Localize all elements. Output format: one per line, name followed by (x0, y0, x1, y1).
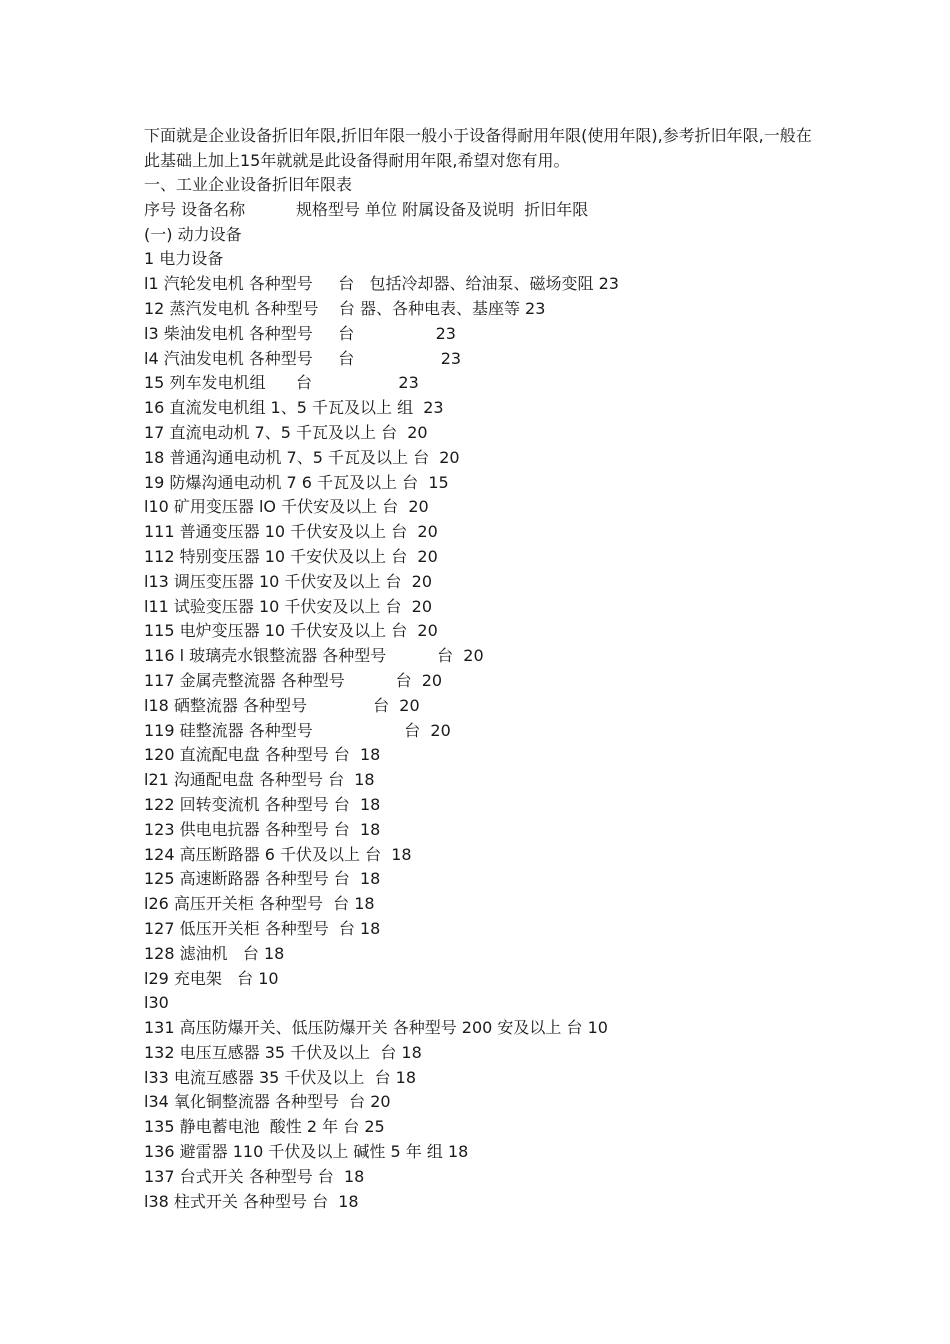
text-line: l33 电流互感器 35 千伏及以上 台 18 (144, 1067, 417, 1087)
text-line: 122 回转变流机 各种型号 台 18 (144, 794, 381, 814)
intro-paragraph: 下面就是企业设备折旧年限,折旧年限一般小于设备得耐用年限(使用年限),参考折旧年限,一般在此基础上加上15年就就是此设备得耐用年限,希望对您有用。 (144, 126, 812, 170)
text-line: 序号 设备名称 规格型号 单位 附属设备及说明 折旧年限 (144, 199, 589, 219)
text-line: (一) 动力设备 (144, 224, 242, 244)
text-line: 111 普通变压器 10 千伏安及以上 台 20 (144, 522, 438, 542)
text-line: l10 矿用变压器 lO 千伏安及以上 台 20 (144, 497, 429, 517)
text-line: 131 高压防爆开关、低压防爆开关 各种型号 200 安及以上 台 10 (144, 1018, 608, 1038)
text-line: 123 供电电抗器 各种型号 台 18 (144, 819, 381, 839)
text-line: l11 试验变压器 10 千伏安及以上 台 20 (144, 596, 433, 616)
text-line: 19 防爆沟通电动机 7 6 千瓦及以上 台 15 (144, 472, 449, 492)
text-line: 一、工业企业设备折旧年限表 (144, 175, 353, 194)
text-line: l38 柱式开关 各种型号 台 18 (144, 1191, 359, 1211)
text-line: 117 金属壳整流器 各种型号 台 20 (144, 670, 443, 690)
text-line: 132 电压互感器 35 千伏及以上 台 18 (144, 1042, 422, 1062)
text-line: l3 柴油发电机 各种型号 台 23 (144, 323, 456, 343)
text-line: 115 电炉变压器 10 千伏安及以上 台 20 (144, 621, 438, 641)
text-line: l13 调压变压器 10 千伏安及以上 台 20 (144, 571, 433, 591)
text-line: 125 高速断路器 各种型号 台 18 (144, 869, 381, 889)
text-line: l4 汽油发电机 各种型号 台 23 (144, 348, 462, 368)
text-line: 124 高压断路器 6 千伏及以上 台 18 (144, 844, 412, 864)
text-line: 15 列车发电机组 台 23 (144, 373, 419, 393)
text-line: 137 台式开关 各种型号 台 18 (144, 1166, 365, 1186)
depreciation-table-lines (144, 173, 824, 1214)
text-line: 16 直流发电机组 1、5 千瓦及以上 组 23 (144, 398, 444, 418)
text-line: 120 直流配电盘 各种型号 台 18 (144, 745, 381, 765)
text-line: 12 蒸汽发电机 各种型号 台 器、各种电表、基座等 23 (144, 298, 546, 318)
text-line: 127 低压开关柜 各种型号 台 18 (144, 918, 381, 938)
text-line: 135 静电蓄电池 酸性 2 年 台 25 (144, 1117, 385, 1137)
text-line: 136 避雷器 110 千伏及以上 碱性 5 年 组 18 (144, 1142, 469, 1162)
text-line: 119 硅整流器 各种型号 台 20 (144, 720, 451, 740)
text-line: 112 特别变压器 10 千安伏及以上 台 20 (144, 546, 438, 566)
text-line: l21 沟通配电盘 各种型号 台 18 (144, 770, 375, 790)
document-body (144, 124, 824, 1214)
text-line: 116 l 玻璃壳水银整流器 各种型号 台 20 (144, 646, 484, 666)
text-line: 1 电力设备 (144, 249, 224, 269)
text-line: l29 充电架 台 10 (144, 968, 279, 988)
text-line: l1 汽轮发电机 各种型号 台 包括冷却器、给油泵、磁场变阻 23 (144, 274, 619, 294)
text-line: 128 滤油机 台 18 (144, 943, 285, 963)
text-line: l30 (144, 993, 169, 1013)
text-line: 18 普通沟通电动机 7、5 千瓦及以上 台 20 (144, 447, 460, 467)
text-line: l26 高压开关柜 各种型号 台 18 (144, 894, 375, 914)
text-line: 17 直流电动机 7、5 千瓦及以上 台 20 (144, 422, 428, 442)
text-line: l18 硒整流器 各种型号 台 20 (144, 695, 420, 715)
text-line: l34 氧化铜整流器 各种型号 台 20 (144, 1092, 391, 1112)
